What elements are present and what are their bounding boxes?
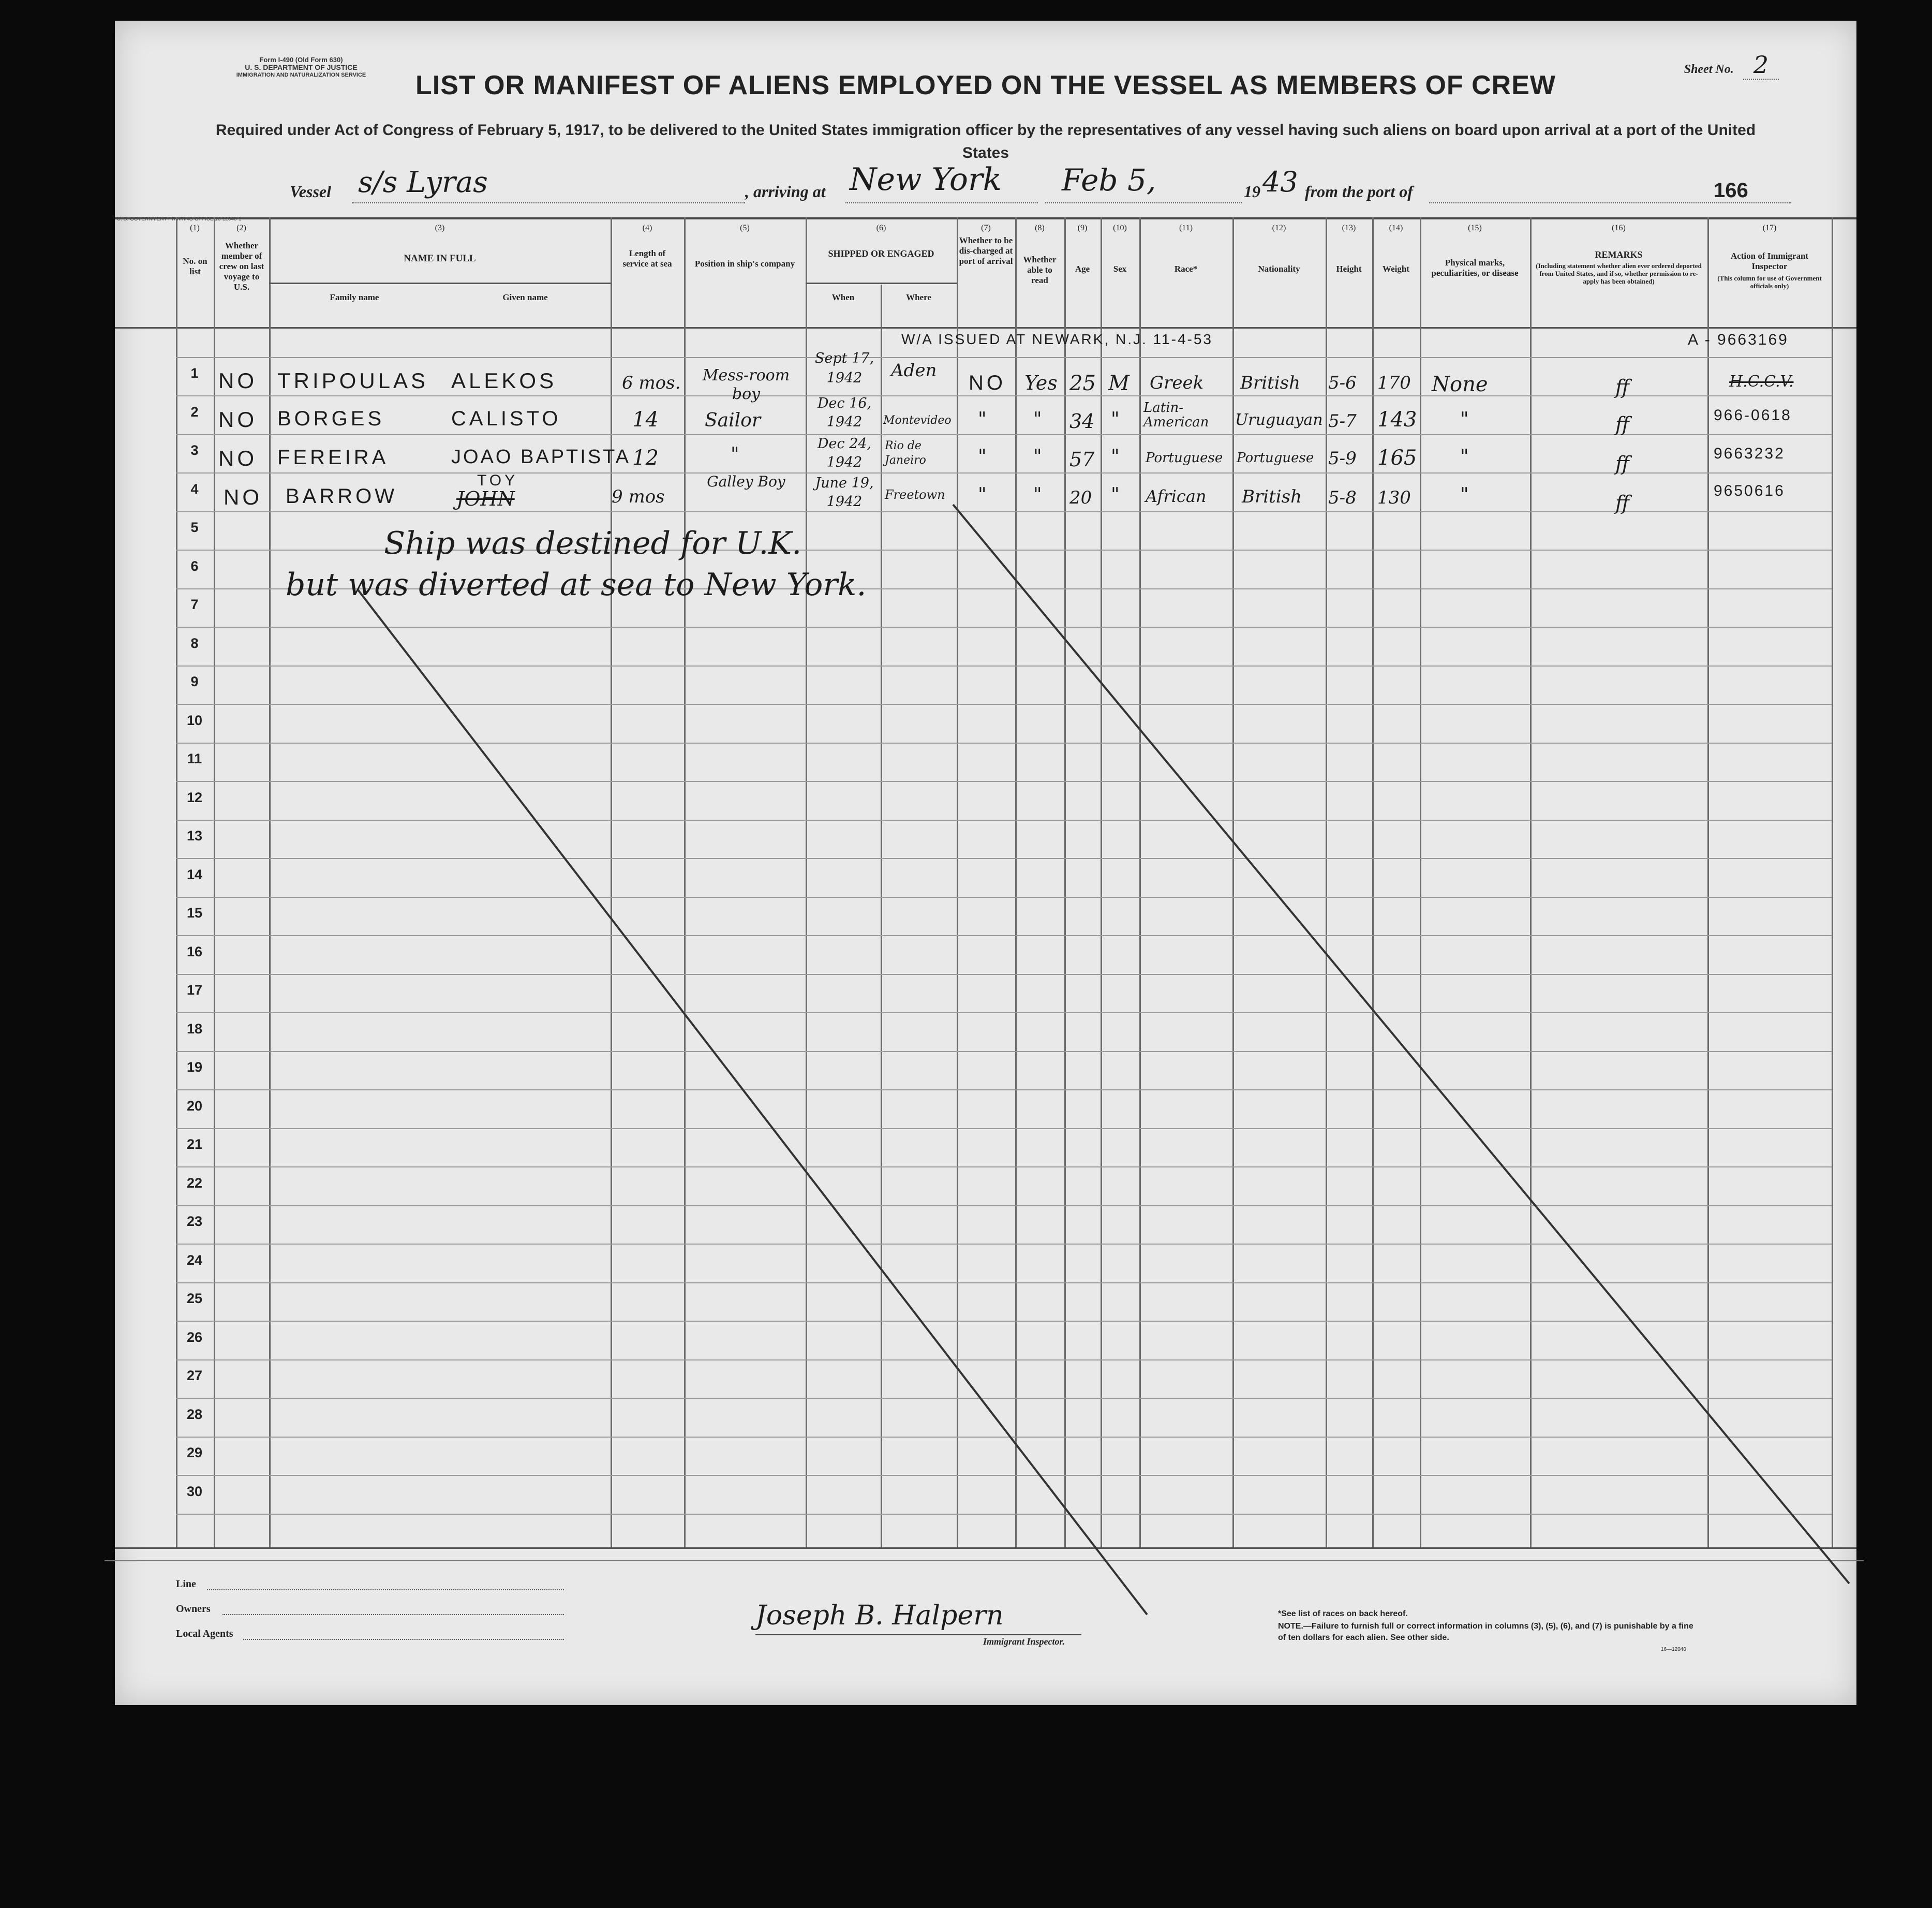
cell-given-name: JOAO BAPTISTA xyxy=(451,446,631,468)
col-heading-no: No. on list xyxy=(183,256,207,276)
cancellation-lines xyxy=(115,21,1856,1705)
cell-given-name: CALISTO xyxy=(451,407,561,430)
arrival-year: 43 xyxy=(1262,166,1298,198)
cell-remarks: ff xyxy=(1615,452,1629,475)
line-label: Line xyxy=(176,1578,196,1590)
cell-read: " xyxy=(1033,484,1042,506)
arriving-label: , arriving at xyxy=(745,182,826,201)
cell-position: Mess-room boy xyxy=(702,366,790,403)
row-number: 28 xyxy=(186,1407,203,1422)
cell-read: " xyxy=(1033,409,1042,430)
col-number: (17) xyxy=(1762,224,1777,232)
cell-physical-marks: " xyxy=(1460,446,1469,467)
cell-weight: 130 xyxy=(1377,487,1411,508)
cell-remarks: ff xyxy=(1615,492,1629,514)
year-prefix: 19 xyxy=(1244,182,1260,201)
col-number: (15) xyxy=(1468,224,1482,232)
arrival-date: Feb 5, xyxy=(1062,162,1156,198)
manifest-sheet xyxy=(115,21,1856,1705)
col-heading-name: NAME IN FULL xyxy=(404,253,476,264)
col-heading-read: Whether able to read xyxy=(1023,255,1057,285)
row-number: 18 xyxy=(186,1021,203,1037)
cell-age: 34 xyxy=(1069,410,1095,433)
col-heading-age: Age xyxy=(1075,264,1090,274)
cell-action: 966-0618 xyxy=(1714,407,1792,424)
cell-service: 12 xyxy=(632,446,659,470)
col-heading-height: Height xyxy=(1336,264,1362,274)
col-number: (4) xyxy=(642,224,652,232)
col-number: (1) xyxy=(190,224,200,232)
cell-race: Latin-American xyxy=(1143,400,1209,430)
cell-read: " xyxy=(1033,446,1042,467)
form-code: 16—12040 xyxy=(1661,1647,1686,1652)
row-number: 25 xyxy=(186,1291,203,1306)
row-number: 30 xyxy=(186,1484,203,1499)
row-number: 10 xyxy=(186,713,203,728)
cell-position: Galley Boy xyxy=(707,473,785,490)
row-number: 16 xyxy=(186,944,203,959)
cell-sex: " xyxy=(1111,484,1120,506)
row-number: 20 xyxy=(186,1098,203,1114)
cell-family-name: FEREIRA xyxy=(277,446,389,469)
cell-given-name-struck: JOHN xyxy=(456,487,515,510)
row-number: 27 xyxy=(186,1368,203,1383)
col-number: (12) xyxy=(1272,224,1286,232)
col-number: (16) xyxy=(1612,224,1626,232)
cell-remarks: ff xyxy=(1615,413,1629,436)
col-number: (10) xyxy=(1113,224,1127,232)
row-number: 13 xyxy=(186,828,203,844)
row-number: 17 xyxy=(186,982,203,998)
cell-service: 6 mos. xyxy=(622,373,681,393)
sheet-number: 2 xyxy=(1743,51,1779,80)
cell-when: June 19, 1942 xyxy=(815,475,874,510)
col-heading-family-name: Family name xyxy=(330,292,379,302)
cell-read: Yes xyxy=(1024,372,1058,394)
cell-service: 9 mos xyxy=(612,486,665,507)
cell-remarks: ff xyxy=(1615,376,1629,398)
row-number: 8 xyxy=(190,635,199,651)
row-number: 26 xyxy=(186,1329,203,1345)
cell-crew: NO xyxy=(218,446,257,470)
cell-family-name: BARROW xyxy=(286,485,397,508)
manifest-table xyxy=(115,21,1856,1705)
col-heading-position: Position in ship's company xyxy=(694,259,795,269)
col-number: (5) xyxy=(740,224,750,232)
col-heading-where: Where xyxy=(906,292,931,302)
page-subtitle: Required under Act of Congress of February 5, 1917, to be delivered to the United States immigration officer by the representatives of any vessel having such aliens on board upon arrival at a port of the United States xyxy=(215,122,1756,161)
col-heading-action: Action of Immigrant Inspector xyxy=(1730,251,1809,271)
service-name: IMMIGRATION AND NATURALIZATION SERVICE xyxy=(236,72,366,78)
cell-action: 9663232 xyxy=(1714,445,1785,462)
race-note: *See list of races on back hereof. xyxy=(1278,1609,1408,1618)
cell-where: Freetown xyxy=(885,487,945,502)
col-heading-shipped: SHIPPED OR ENGAGED xyxy=(828,248,934,259)
warrant-annotation: W/A ISSUED AT NEWARK, N.J. 11-4-53 xyxy=(901,331,1213,347)
row-number: 19 xyxy=(186,1059,203,1075)
cell-height: 5-7 xyxy=(1328,411,1357,432)
cell-action: 9650616 xyxy=(1714,482,1785,499)
row-number: 7 xyxy=(190,597,199,612)
form-number: Form I-490 (Old Form 630) xyxy=(259,56,343,64)
cell-age: 20 xyxy=(1069,487,1092,508)
cell-sex: " xyxy=(1111,446,1120,467)
row-number: 23 xyxy=(186,1214,203,1229)
cell-height: 5-9 xyxy=(1328,448,1357,469)
cell-given-name: ALEKOS xyxy=(451,368,557,393)
cell-weight: 170 xyxy=(1377,373,1411,393)
col-heading-nationality: Nationality xyxy=(1258,264,1300,274)
cell-service: 14 xyxy=(632,408,659,432)
cell-sex: " xyxy=(1111,409,1120,430)
col-number: (8) xyxy=(1035,224,1045,232)
col-heading-remarks: REMARKS xyxy=(1595,249,1643,260)
alien-number-top: A - 9663169 xyxy=(1688,331,1789,348)
cell-family-name: BORGES xyxy=(277,407,385,430)
cell-when: Sept 17, 1942 xyxy=(814,350,874,386)
footer xyxy=(176,1568,1832,1692)
cell-where: Montevideo xyxy=(883,414,952,427)
cell-physical-marks: " xyxy=(1460,484,1469,506)
cell-given-name: TOY xyxy=(477,472,518,489)
inspector-signature: Joseph B. Halpern xyxy=(755,1600,1004,1631)
row-number: 21 xyxy=(186,1136,203,1152)
cell-discharged: " xyxy=(978,409,987,430)
handwritten-note-line-2: but was diverted at sea to New York. xyxy=(286,567,867,603)
inspector-label: Immigrant Inspector. xyxy=(983,1636,1065,1647)
row-number: 15 xyxy=(186,905,203,921)
row-number: 14 xyxy=(186,867,203,882)
cell-crew: NO xyxy=(218,368,257,393)
row-number: 22 xyxy=(186,1175,203,1191)
col-heading-weight: Weight xyxy=(1383,264,1409,274)
penalty-note: NOTE.—Failure to furnish full or correct information in columns (3), (5), (6), and (7) is punishable by a fine of ten dollars for each alien. See other side. xyxy=(1278,1622,1693,1642)
row-number: 11 xyxy=(187,751,202,766)
handwritten-note-line-1: Ship was destined for U.K. xyxy=(384,525,802,561)
page-stamp: 166 xyxy=(1714,179,1748,202)
owners-label: Owners xyxy=(176,1603,211,1615)
cell-nationality: Uruguayan xyxy=(1235,411,1323,429)
cell-height: 5-8 xyxy=(1328,487,1357,508)
col-number: (7) xyxy=(981,224,991,232)
row-number: 4 xyxy=(190,481,199,497)
row-number: 6 xyxy=(190,558,199,574)
cell-position: " xyxy=(731,444,739,465)
page-title: LIST OR MANIFEST OF ALIENS EMPLOYED ON THE VESSEL AS MEMBERS OF CREW xyxy=(415,70,1556,100)
cell-discharged: NO xyxy=(969,372,1006,394)
cell-family-name: TRIPOULAS xyxy=(277,368,429,393)
col-heading-given-name: Given name xyxy=(502,292,548,302)
row-number: 3 xyxy=(190,442,199,458)
row-number: 24 xyxy=(186,1252,203,1268)
cell-physical-marks: None xyxy=(1432,373,1488,396)
cell-weight: 165 xyxy=(1377,446,1417,470)
cell-nationality: British xyxy=(1240,373,1300,393)
col-heading-discharged: Whether to be dis-charged at port of arrival xyxy=(959,235,1013,266)
cell-when: Dec 16, 1942 xyxy=(817,395,872,430)
cell-action: H.C.C.V. xyxy=(1729,373,1794,391)
cell-nationality: British xyxy=(1242,486,1302,507)
col-heading-action-note: (This column for use of Government officials only) xyxy=(1717,274,1822,290)
cell-crew: NO xyxy=(224,485,262,509)
cell-when: Dec 24, 1942 xyxy=(817,436,872,470)
col-number: (14) xyxy=(1389,224,1403,232)
arrival-port: New York xyxy=(850,161,1002,198)
cell-race: African xyxy=(1146,486,1207,506)
local-agents-label: Local Agents xyxy=(176,1628,233,1639)
cell-position: Sailor xyxy=(705,410,761,431)
col-heading-when: When xyxy=(831,292,855,302)
from-port-label: from the port of xyxy=(1305,182,1413,201)
col-heading-service: Length of service at sea xyxy=(622,248,672,269)
row-number: 5 xyxy=(190,520,199,535)
row-number: 9 xyxy=(190,674,199,689)
col-heading-crew: Whether member of crew on last voyage to U.S. xyxy=(219,241,264,292)
vessel-name: s/s Lyras xyxy=(358,166,488,199)
cell-race: Greek xyxy=(1150,373,1204,393)
col-heading-physical-marks: Physical marks, peculiarities, or disease xyxy=(1431,258,1519,278)
sheet-label: Sheet No. xyxy=(1684,63,1734,76)
cell-weight: 143 xyxy=(1377,408,1417,432)
col-heading-race: Race* xyxy=(1174,264,1198,274)
cell-physical-marks: " xyxy=(1460,409,1469,430)
cell-sex: M xyxy=(1108,372,1130,395)
col-number: (11) xyxy=(1179,224,1193,232)
department-name: U. S. DEPARTMENT OF JUSTICE xyxy=(245,63,358,71)
cell-nationality: Portuguese xyxy=(1237,450,1314,466)
cell-crew: NO xyxy=(218,407,257,432)
cell-discharged: " xyxy=(978,446,987,467)
vessel-label: Vessel xyxy=(290,182,331,201)
cell-height: 5-6 xyxy=(1328,373,1357,393)
cell-where: Aden xyxy=(891,360,937,381)
cell-race: Portuguese xyxy=(1146,450,1223,466)
row-number: 2 xyxy=(190,404,199,420)
col-number: (2) xyxy=(236,224,246,232)
cell-where: Rio de Janeiro xyxy=(885,439,926,467)
col-heading-remarks-note: (Including statement whether alien ever ordered deported from United States, and if so, whether permission to re-apply has been obtained) xyxy=(1536,262,1702,285)
row-number: 12 xyxy=(186,790,203,805)
col-number: (13) xyxy=(1342,224,1356,232)
cell-age: 57 xyxy=(1069,448,1095,471)
row-number: 1 xyxy=(190,365,199,381)
row-number: 29 xyxy=(186,1445,203,1460)
col-number: (9) xyxy=(1077,224,1088,232)
col-heading-sex: Sex xyxy=(1113,264,1127,274)
cell-discharged: " xyxy=(978,484,987,506)
col-number: (6) xyxy=(876,224,886,232)
cell-age: 25 xyxy=(1069,372,1096,395)
col-number: (3) xyxy=(435,224,445,232)
